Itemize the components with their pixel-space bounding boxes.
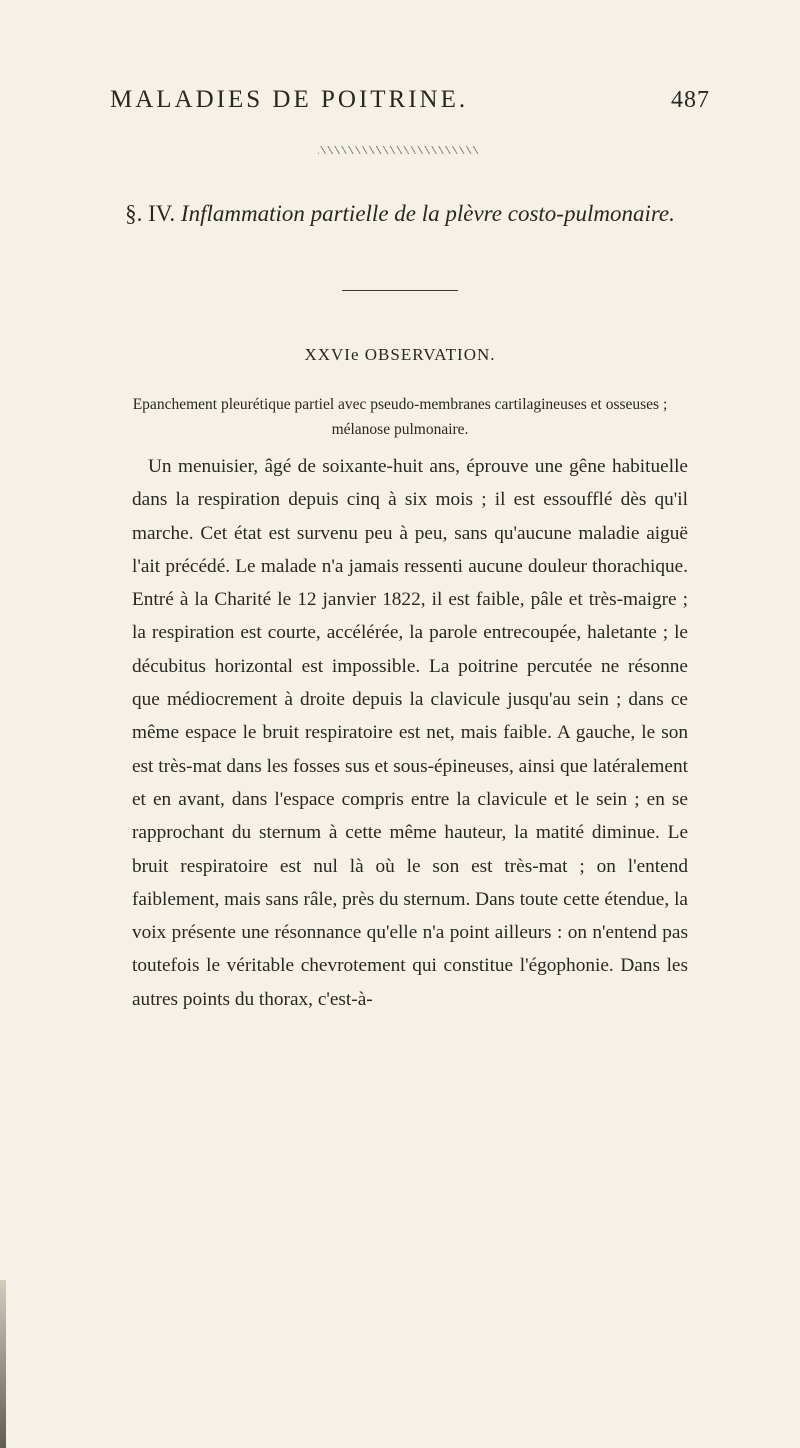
running-title: MALADIES DE POITRINE. bbox=[110, 86, 469, 113]
divider-rule bbox=[342, 290, 458, 291]
page-header bbox=[110, 86, 710, 114]
section-number: §. IV. bbox=[125, 201, 176, 226]
section-heading bbox=[0, 196, 800, 232]
ornamental-rule bbox=[318, 146, 478, 154]
body-text bbox=[132, 450, 688, 1016]
page-edge-shadow bbox=[0, 1280, 6, 1448]
observation-title: XXVIe OBSERVATION. bbox=[304, 345, 496, 364]
body-paragraph: Un menuisier, âgé de soixante-huit ans, éprouve une gêne habituelle dans la respiration depuis cinq à six mois ; il est essoufflé dès qu'il marche. Cet état est survenu peu à peu, sans qu'aucune maladie aiguë l'ait précédé. Le malade n'a jamais ressenti aucune douleur thorachique. Entré à la Charité le 12 janvier 1822, il est faible, pâle et très-maigre ; la respiration est courte, accélérée, la parole entrecoupée, haletante ; le décubitus horizontal est impossible. La poitrine percutée ne résonne que médiocrement à droite depuis la clavicule jusqu'au sein ; dans ce même espace le bruit respiratoire est net, mais faible. A gauche, le son est très-mat dans les fosses sus et sous-épineuses, ainsi que latéralement et en avant, dans l'espace compris entre la clavicule et le sein ; en se rapprochant du sternum à cette même hauteur, la matité diminue. Le bruit respiratoire est nul là où le son est très-mat ; on l'entend faiblement, mais sans râle, près du sternum. Dans toute cette étendue, la voix présente une résonnance qu'elle n'a point ailleurs : on n'entend pas toutefois le véritable chevrotement qui constitue l'égophonie. Dans les autres points du thorax, c'est-à- bbox=[132, 456, 688, 1010]
observation-summary: Epanchement pleurétique partiel avec pseudo-membranes cartilagineuses et osseuses ; mélanose pulmonaire. bbox=[132, 396, 668, 438]
page-number: 487 bbox=[671, 87, 710, 113]
section-title: Inflammation partielle de la plèvre costo-pulmonaire. bbox=[180, 201, 675, 226]
